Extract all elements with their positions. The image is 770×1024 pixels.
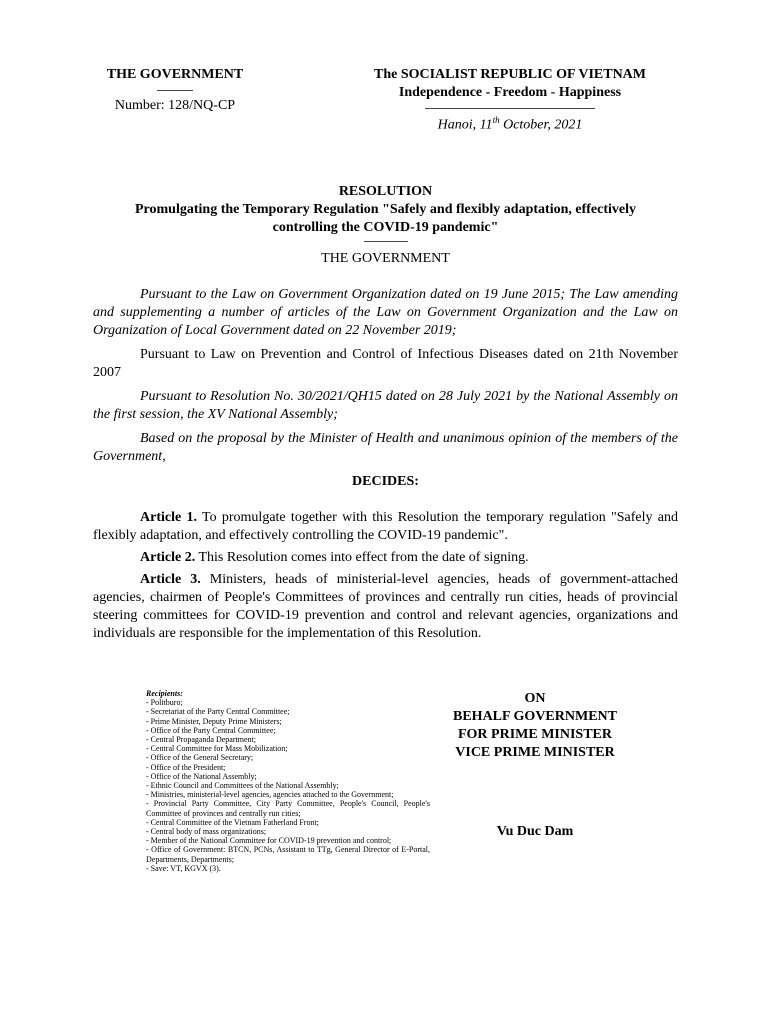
signature-line: BEHALF GOVERNMENT — [453, 709, 617, 724]
recipient-item: - Politburo; — [146, 698, 183, 708]
article-3: Article 3. Ministers, heads of ministerial-level agencies, heads of government-attached agencies, chairmen of People's Committees of provinces and centrally run cities, heads of provincial steering committees for COVID-19 prevention and control and relevant agencies, organizations and individuals are responsible for the implementation of this Resolution. — [93, 572, 678, 641]
recipient-item: - Member of the National Committee for COVID-19 prevention and control; — [146, 836, 392, 846]
recipient-item: - Save: VT, KGVX (3). — [146, 863, 221, 873]
recipient-item: - Central Propaganda Department; — [146, 735, 256, 745]
recipient-item: - Office of the National Assembly; — [146, 771, 257, 781]
issue-date: Hanoi, 11th October, 2021 — [437, 115, 583, 133]
national-motto: Independence - Freedom - Happiness — [398, 85, 622, 100]
article-2: Article 2. This Resolution comes into effect from the date of signing. — [140, 550, 529, 565]
signature-line: VICE PRIME MINISTER — [455, 745, 615, 760]
country-title: The SOCIALIST REPUBLIC OF VIETNAM — [373, 67, 647, 82]
signer-name: Vu Duc Dam — [496, 824, 574, 839]
recipient-item: - Secretariat of the Party Central Committee; — [146, 707, 290, 717]
document-subject-line2: controlling the COVID-19 pandemic" — [272, 220, 499, 235]
preamble-paragraph: Pursuant to Law on Prevention and Control of Infectious Diseases dated on 21th November 2007 — [93, 347, 678, 380]
recipient-item: - Office of Government: BTCN, PCNs, Assistant to TTg, General Director of E-Portal, Departments, Departments; — [146, 845, 430, 864]
national-header — [330, 66, 690, 134]
document-subject-line1: Promulgating the Temporary Regulation "Safely and flexibly adaptation, effectively — [135, 202, 636, 217]
divider — [157, 90, 193, 91]
decides-heading: DECIDES: — [352, 474, 419, 489]
recipient-item: - Prime Minister, Deputy Prime Ministers; — [146, 716, 282, 726]
recipient-item: - Central body of mass organizations; — [146, 827, 267, 837]
signature-line: FOR PRIME MINISTER — [457, 727, 612, 742]
preamble-paragraph: Pursuant to the Law on Government Organization dated on 19 June 2015; The Law amending and supplementing a number of articles of the Law on Government Organization and the Law on Organization of Local Government dated on 22 November 2019; — [93, 287, 678, 338]
recipient-item: - Provincial Party Committee, City Party Committee, People's Council, People's Committee of provinces and centrally run cities; — [146, 799, 430, 818]
recipient-item: - Ministries, ministerial-level agencies, agencies attached to the Government; — [146, 790, 394, 800]
recipient-item: - Central Committee for Mass Mobilization; — [146, 744, 288, 754]
preamble — [93, 286, 678, 466]
document-number: Number: 128/NQ-CP — [114, 98, 236, 113]
signature-block — [430, 690, 640, 762]
divider — [425, 108, 595, 109]
article-1: Article 1. To promulgate together with this Resolution the temporary regulation "Safely and flexibly adaptation, and effectively controlling the COVID-19 pandemic". — [93, 510, 678, 543]
recipient-item: - Central Committee of the Vietnam Fatherland Front; — [146, 817, 319, 827]
recipient-item: - Ethnic Council and Committees of the National Assembly; — [146, 781, 339, 791]
resolution-title-block — [93, 183, 678, 268]
signature-line: ON — [524, 691, 546, 706]
issuing-body: THE GOVERNMENT — [321, 251, 450, 266]
issuer-header — [90, 66, 260, 115]
issuer-title: THE GOVERNMENT — [106, 67, 244, 82]
recipients-title: Recipients: — [146, 689, 183, 698]
recipients-list — [146, 689, 430, 873]
recipient-item: - Office of the Party Central Committee; — [146, 725, 276, 735]
recipient-item: - Office of the President; — [146, 762, 226, 772]
divider — [364, 241, 408, 242]
articles — [93, 509, 678, 643]
recipient-item: - Office of the General Secretary; — [146, 753, 254, 763]
preamble-paragraph: Pursuant to Resolution No. 30/2021/QH15 dated on 28 July 2021 by the National Assembly on the first session, the XV National Assembly; — [93, 389, 678, 422]
preamble-paragraph: Based on the proposal by the Minister of Health and unanimous opinion of the members of the Government, — [93, 431, 678, 464]
document-type: RESOLUTION — [338, 184, 433, 199]
